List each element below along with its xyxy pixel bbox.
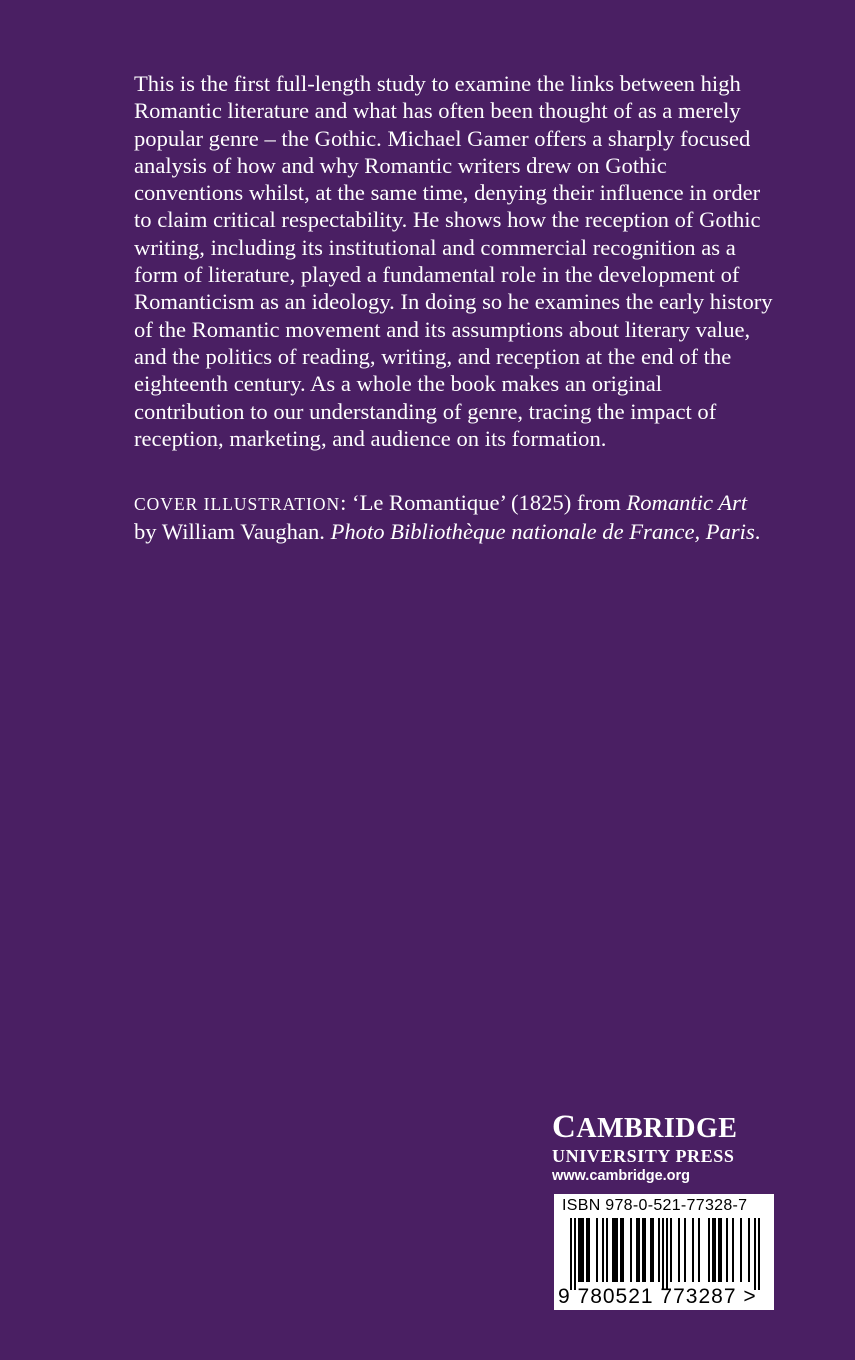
barcode-bar — [636, 1218, 638, 1282]
barcode-bar — [714, 1218, 716, 1282]
barcode-digits: 9 780521 773287 > — [558, 1285, 757, 1308]
credit-text-1: ‘Le Romantique’ (1825) from — [346, 490, 627, 515]
barcode-bar — [642, 1218, 644, 1282]
publisher-subname: UNIVERSITY PRESS — [552, 1146, 735, 1166]
blurb-line: Romanticism as an ideology. In doing so he examines the early history — [134, 289, 773, 315]
cover-illustration-credit — [134, 489, 824, 546]
barcode-bar — [650, 1218, 652, 1282]
barcode-bar — [620, 1218, 622, 1282]
credit-end: . — [754, 519, 761, 545]
barcode-bar — [726, 1218, 728, 1282]
barcode-bar — [614, 1218, 616, 1282]
barcode-bar — [666, 1218, 668, 1290]
blurb-line: This is the first full-length study to examine the links between high — [134, 71, 741, 96]
barcode-bar — [638, 1218, 640, 1282]
blurb-line: form of literature, played a fundamental role in the development of — [134, 262, 740, 288]
barcode-bar — [708, 1218, 710, 1282]
blurb-text — [134, 70, 824, 452]
barcode-bar — [596, 1218, 598, 1282]
barcode-bar — [740, 1218, 742, 1282]
barcode-bar — [662, 1218, 664, 1290]
blurb-line: analysis of how and why Romantic writers drew on Gothic — [134, 152, 667, 178]
barcode-bar — [630, 1218, 632, 1282]
publisher-logo — [552, 1110, 774, 1186]
credit-photo-source: Photo Bibliothèque nationale de France, Paris — [330, 519, 755, 545]
blurb-line: eighteenth century. As a whole the book makes an original — [134, 371, 663, 397]
barcode-bar — [754, 1218, 756, 1290]
barcode-bar — [758, 1218, 760, 1290]
barcode-bar — [698, 1218, 700, 1282]
barcode-bar — [678, 1218, 680, 1282]
publisher-name: CAMBRIDGE — [552, 1109, 738, 1145]
barcode-bar — [606, 1218, 608, 1282]
blurb-line: of the Romantic movement and its assumptions about literary value, — [134, 316, 751, 342]
blurb-line: conventions whilst, at the same time, denying their influence in order — [134, 180, 761, 206]
credit-line-2 — [134, 518, 824, 545]
barcode-bar — [652, 1218, 654, 1282]
barcode-bar — [582, 1218, 584, 1282]
barcode-bar — [580, 1218, 582, 1282]
publisher-url: www.cambridge.org — [552, 1168, 691, 1184]
barcode-bar — [622, 1218, 624, 1282]
barcode-bar — [670, 1218, 672, 1282]
barcode-bar — [588, 1218, 590, 1282]
barcode-bar — [692, 1218, 694, 1282]
barcode-bar — [570, 1218, 572, 1290]
barcode-bar — [658, 1218, 660, 1282]
barcode-bar — [748, 1218, 750, 1282]
isbn-label: ISBN 978-0-521-77328-7 — [562, 1197, 748, 1214]
blurb-paragraph — [134, 70, 824, 452]
credit-label: COVER ILLUSTRATION — [134, 494, 341, 514]
blurb-line: writing, including its institutional and commercial recognition as a — [134, 234, 736, 260]
barcode-bar — [712, 1218, 714, 1282]
blurb-line: to claim critical respectability. He shows how the reception of Gothic — [134, 207, 761, 233]
blurb-line: and the politics of reading, writing, and reception at the end of the — [134, 343, 732, 369]
credit-line-1 — [134, 489, 824, 518]
barcode-bar — [720, 1218, 722, 1282]
credit-book-title: Romantic Art — [626, 490, 748, 515]
barcode-bar — [586, 1218, 588, 1282]
barcode-bar — [574, 1218, 576, 1290]
credit-colon: : — [340, 490, 347, 515]
barcode-bar — [616, 1218, 618, 1282]
credit-text-2: by William Vaughan. — [134, 519, 331, 545]
barcode-bar — [732, 1218, 734, 1282]
isbn-barcode — [554, 1194, 774, 1310]
blurb-line: contribution to our understanding of genre, tracing the impact of — [134, 398, 717, 424]
barcode-bar — [684, 1218, 686, 1282]
barcode-bar — [602, 1218, 604, 1282]
barcode-bar — [644, 1218, 646, 1282]
barcode-bar — [612, 1218, 614, 1282]
barcode-bar — [578, 1218, 580, 1282]
blurb-line: popular genre – the Gothic. Michael Gamer offers a sharply focused — [134, 125, 751, 151]
blurb-line: Romantic literature and what has often been thought of as a merely — [134, 98, 741, 124]
barcode-bar — [718, 1218, 720, 1282]
blurb-line: reception, marketing, and audience on its formation. — [134, 425, 607, 451]
